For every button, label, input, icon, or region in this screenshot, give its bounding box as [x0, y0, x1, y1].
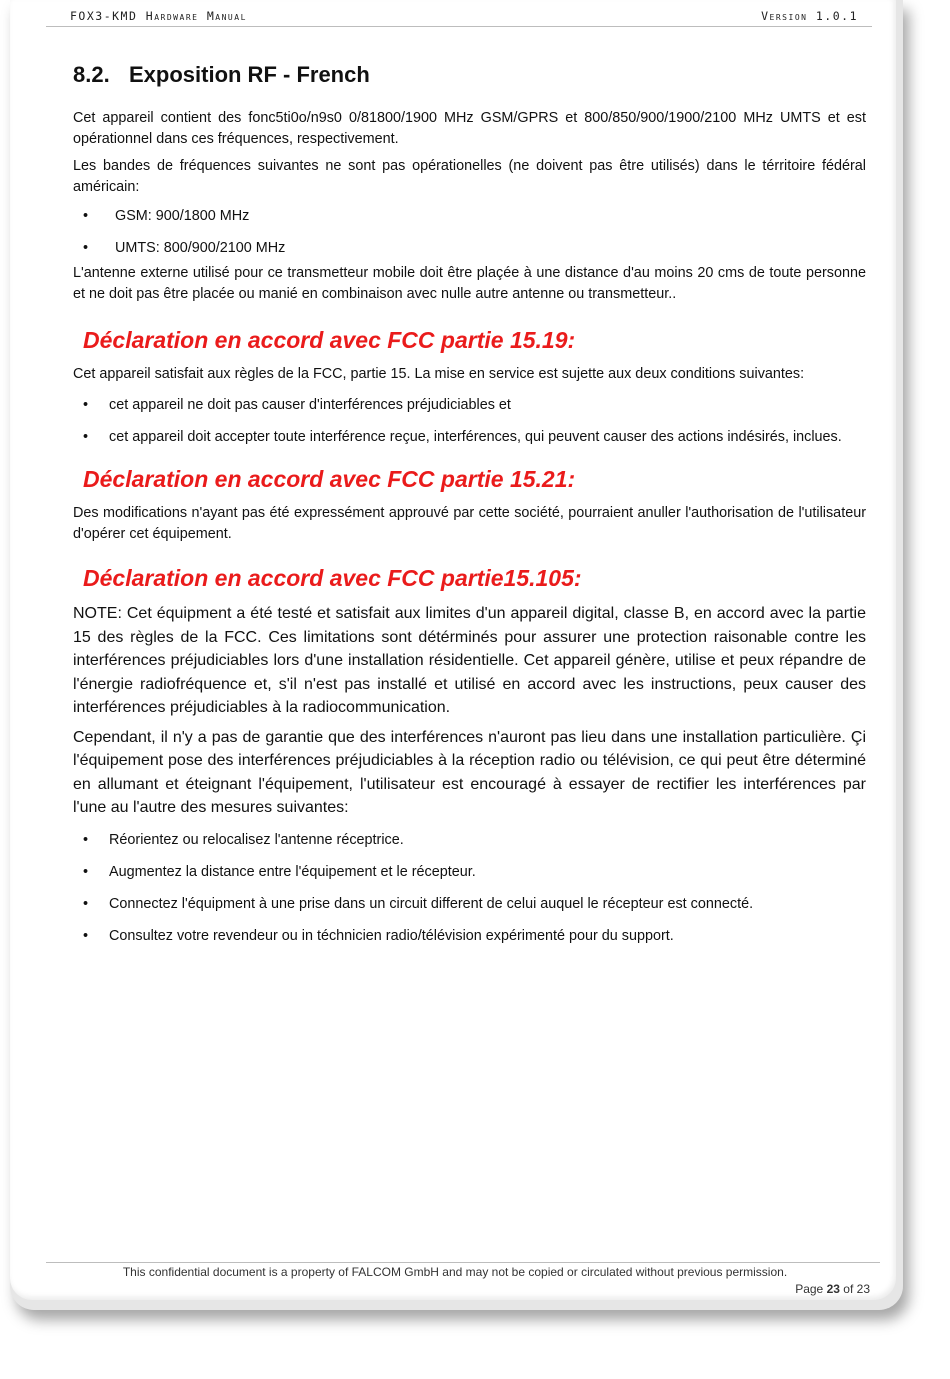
- header-version: Version 1.0.1: [761, 9, 858, 23]
- declaration-heading-15-21: Déclaration en accord avec FCC partie 15.21:: [83, 466, 576, 492]
- declaration-15-105-note: NOTE: Cet équipment a été testé et satisfait aux limites d'un appareil digital, classe B, en accord avec la partie 15 des règles de la FCC. Ces limitations sont détérminés pour assurer une protection raisonable contre les interférences préjudiciables lors d'une installation résidentielle. Cet appareil génère, utilise et peux répandre de l'énergie radiofréquence et, s'il n'est pas installé et utilisé en accord avec les instructions, peux causer des interférences préjudiciables à la radiocommunication.: [73, 605, 866, 716]
- bullet-icon: •: [83, 831, 89, 848]
- declaration-15-19-text: Cet appareil satisfait aux règles de la FCC, partie 15. La mise en service est sujette aux deux conditions suivantes:: [73, 366, 805, 382]
- page-content: [73, 62, 866, 958]
- running-header: [46, 6, 872, 27]
- list-item: • GSM: 900/1800 MHz: [73, 206, 866, 227]
- total-pages: 23: [856, 1282, 870, 1296]
- confidentiality-notice: This confidential document is a property of FALCOM GmbH and may not be copied or circulated without previous permission.: [122, 1265, 788, 1279]
- list-item: • UMTS: 800/900/2100 MHz: [73, 238, 866, 259]
- bullet-icon: •: [83, 240, 89, 256]
- footer-divider: [46, 1262, 880, 1263]
- section-number: 8.2.: [73, 62, 110, 87]
- declaration-heading-15-19: Déclaration en accord avec FCC partie 15.19:: [83, 327, 576, 353]
- current-page: 23: [826, 1282, 840, 1296]
- measures-list: [73, 830, 866, 947]
- declaration-heading-15-105: Déclaration en accord avec FCC partie15.105:: [83, 565, 582, 591]
- declaration-15-21-text: Des modifications n'ayant pas été expressément approuvé par cette société, pourraient anuller l'authorisation de l'utilisateur d'opérer cet équipement.: [73, 505, 866, 542]
- bullet-icon: •: [83, 895, 89, 912]
- list-item: • Augmentez la distance entre l'équipement et le récepteur.: [73, 862, 866, 883]
- antenna-paragraph: L'antenne externe utilisé pour ce transmetteur mobile doit être plaçée à une distance d'au moins 20 cms de toute personne et ne doit pas être placée ou manié en combinaison avec nulle autre antenne ou transmetteur..: [73, 265, 866, 302]
- bullet-icon: •: [83, 208, 89, 224]
- intro-paragraph-2: Les bandes de fréquences suivantes ne sont pas opérationelles (ne doivent pas être utilisés) dans le térritoire fédéral américain:: [73, 158, 866, 195]
- bands-list: [73, 206, 866, 259]
- page-number: Page 23 of 23: [795, 1282, 870, 1296]
- list-item: • cet appareil doit accepter toute interférence reçue, interférences, qui peuvent causer des actions indésirés, inclues.: [73, 427, 866, 448]
- section-heading: [73, 62, 866, 88]
- list-item: • Connectez l'équipment à une prise dans un circuit different de celui auquel le récepteur est connecté.: [73, 894, 866, 915]
- list-item: • Consultez votre revendeur ou in téchnicien radio/télévision expérimenté pour du support.: [73, 926, 866, 947]
- conditions-list: [73, 395, 866, 448]
- intro-paragraph-1: Cet appareil contient des fonc5ti0o/n9s0 0/81800/1900 MHz GSM/GPRS et 800/850/900/1900/2100 MHz UMTS et est opérationnel dans ces fréquences, respectivement.: [73, 110, 866, 147]
- header-title: FOX3-KMD Hardware Manual: [70, 9, 247, 23]
- bullet-icon: •: [83, 429, 89, 445]
- bullet-icon: •: [83, 927, 89, 944]
- list-item: • Réorientez ou relocalisez l'antenne réceptrice.: [73, 830, 866, 851]
- list-item: • cet appareil ne doit pas causer d'interférences préjudiciables et: [73, 395, 866, 416]
- bullet-icon: •: [83, 863, 89, 880]
- section-title: Exposition RF - French: [129, 62, 370, 87]
- declaration-15-105-paragraph: Cependant, il n'y a pas de garantie que des interférences n'auront pas lieu dans une installation particulière. Çi l'équipement pose des interférences préjudiciables à la réception radio ou télévision, ce qui peut être déterminé en allumant et éteignant l'équipement, l'utilisateur est encouragé à essayer de rectifier les interférences par l'une au l'autre des mesures suivantes:: [73, 728, 866, 816]
- bullet-icon: •: [83, 397, 89, 413]
